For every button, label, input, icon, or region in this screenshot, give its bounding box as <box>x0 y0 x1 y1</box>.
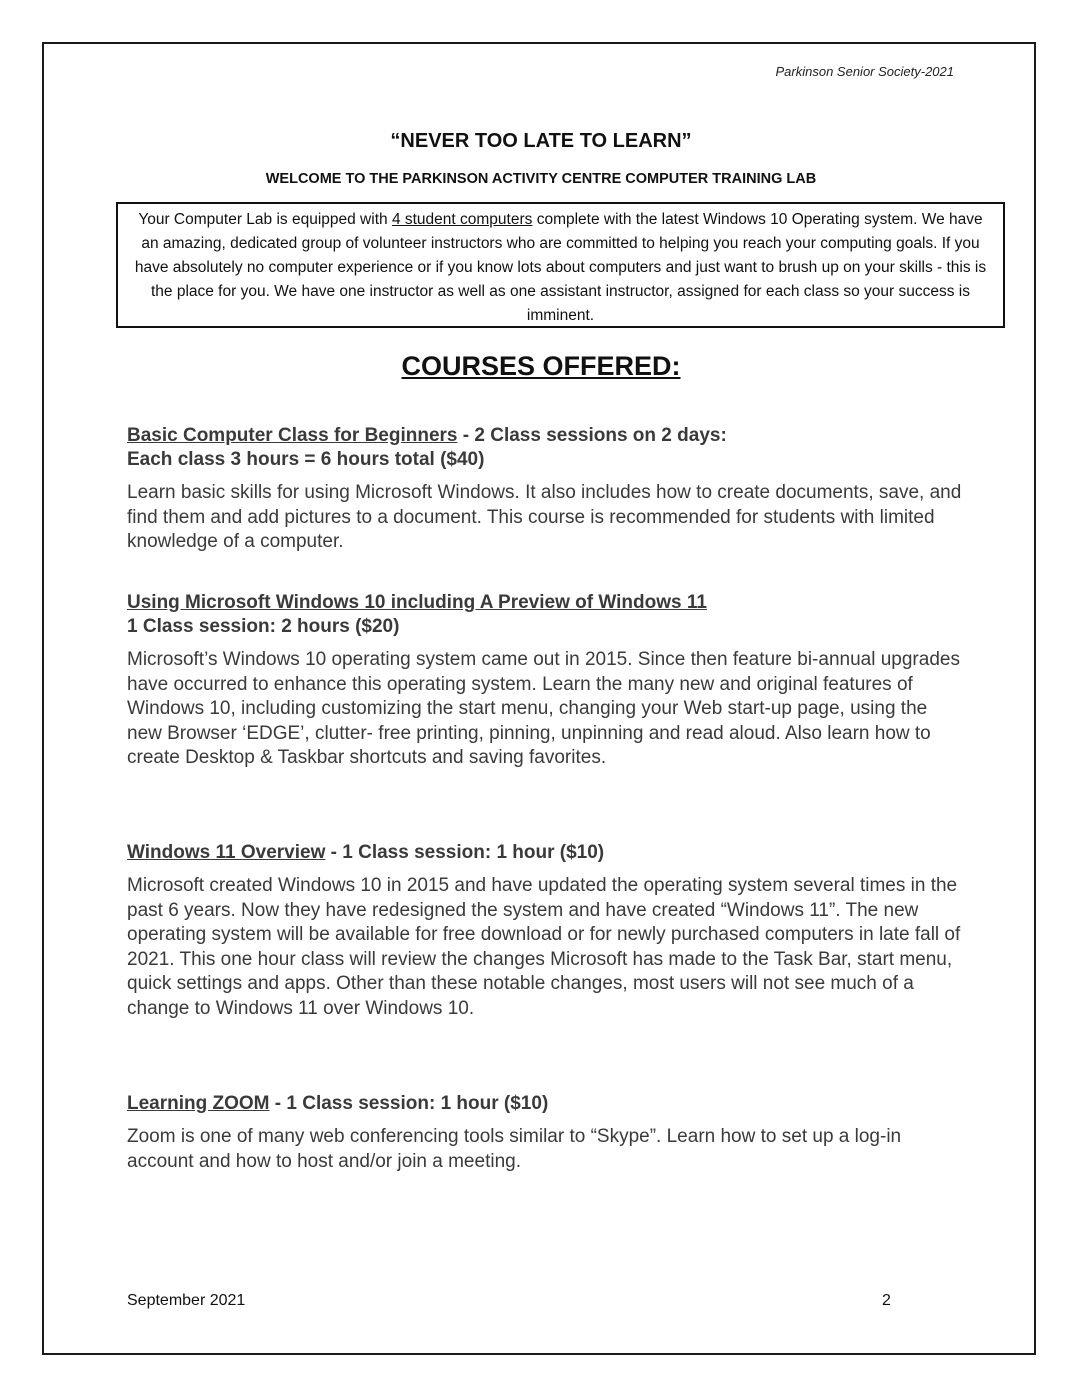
page-title: “NEVER TOO LATE TO LEARN” <box>390 130 692 152</box>
course-name: Using Microsoft Windows 10 including A Preview of Windows 11 <box>127 592 707 613</box>
course-details: 1 Class session: 1 hour ($10) <box>286 1093 549 1114</box>
course-details: 2 Class sessions on 2 days: <box>474 425 727 446</box>
courses-heading: COURSES OFFERED: <box>401 351 681 381</box>
course-description: Learn basic skills for using Microsoft Windows. It also includes how to create documents, save, and find them and add pictures to a document. This course is recommended for students with limited knowledge of a computer. <box>127 482 962 552</box>
course-heading <box>127 841 967 865</box>
intro-text-before: Your Computer Lab is equipped with <box>138 211 392 228</box>
course-name: Learning ZOOM <box>127 1093 270 1114</box>
footer-date: September 2021 <box>127 1292 246 1309</box>
page-subtitle: WELCOME TO THE PARKINSON ACTIVITY CENTRE COMPUTER TRAINING LAB <box>265 171 817 187</box>
course-details-line2: 1 Class session: 2 hours ($20) <box>127 616 400 637</box>
course-heading <box>127 591 967 639</box>
course-heading <box>127 1092 967 1116</box>
course-details-line2: Each class 3 hours = 6 hours total ($40) <box>127 449 485 470</box>
course-name: Windows 11 Overview <box>127 842 326 863</box>
course-basic-computer <box>127 424 967 555</box>
course-learning-zoom <box>127 1092 967 1174</box>
course-separator: - <box>457 425 475 446</box>
intro-box <box>116 202 1005 328</box>
course-separator: - <box>269 1093 287 1114</box>
course-name: Basic Computer Class for Beginners <box>127 425 458 446</box>
course-description: Microsoft created Windows 10 in 2015 and have updated the operating system several times in the past 6 years. Now they have redesigned the system and have created “Windows 11”. The new operating system will be available for free download or for newly purchased computers in late fall of 2021. This one hour class will review the changes Microsoft has made to the Task Bar, start menu, quick settings and apps. Other than these notable changes, most users will not see much of a change to Windows 11 over Windows 10. <box>127 875 961 1019</box>
intro-highlight: 4 student computers <box>391 211 533 228</box>
intro-text-after: complete with the latest Windows 10 Operating system. We have an amazing, dedicated group of volunteer instructors who are committed to helping you reach your computing goals. If you have absolutely no computer experience or if you know lots about computers and just want to brush up on your skills - this is the place for you. We have one instructor as well as one assistant instructor, assigned for each class so your success is imminent. <box>134 211 987 324</box>
course-details: 1 Class session: 1 hour ($10) <box>342 842 605 863</box>
page-number: 2 <box>882 1292 891 1309</box>
header-org: Parkinson Senior Society-2021 <box>775 64 954 79</box>
course-windows-11-overview <box>127 841 967 1021</box>
course-description: Microsoft’s Windows 10 operating system came out in 2015. Since then feature bi-annual upgrades have occurred to enhance this operating system. Learn the many new and original features of Windows 10, including customizing the start menu, changing your Web start-up page, using the new Browser ‘EDGE’, clutter- free printing, pinning, unpinning and read aloud. Also learn how to create Desktop & Taskbar shortcuts and saving favorites. <box>127 649 960 768</box>
course-windows-10 <box>127 591 967 771</box>
course-separator: - <box>325 842 343 863</box>
course-heading <box>127 424 967 472</box>
course-description: Zoom is one of many web conferencing tools similar to “Skype”. Learn how to set up a log-in account and how to host and/or join a meeting. <box>127 1126 902 1172</box>
